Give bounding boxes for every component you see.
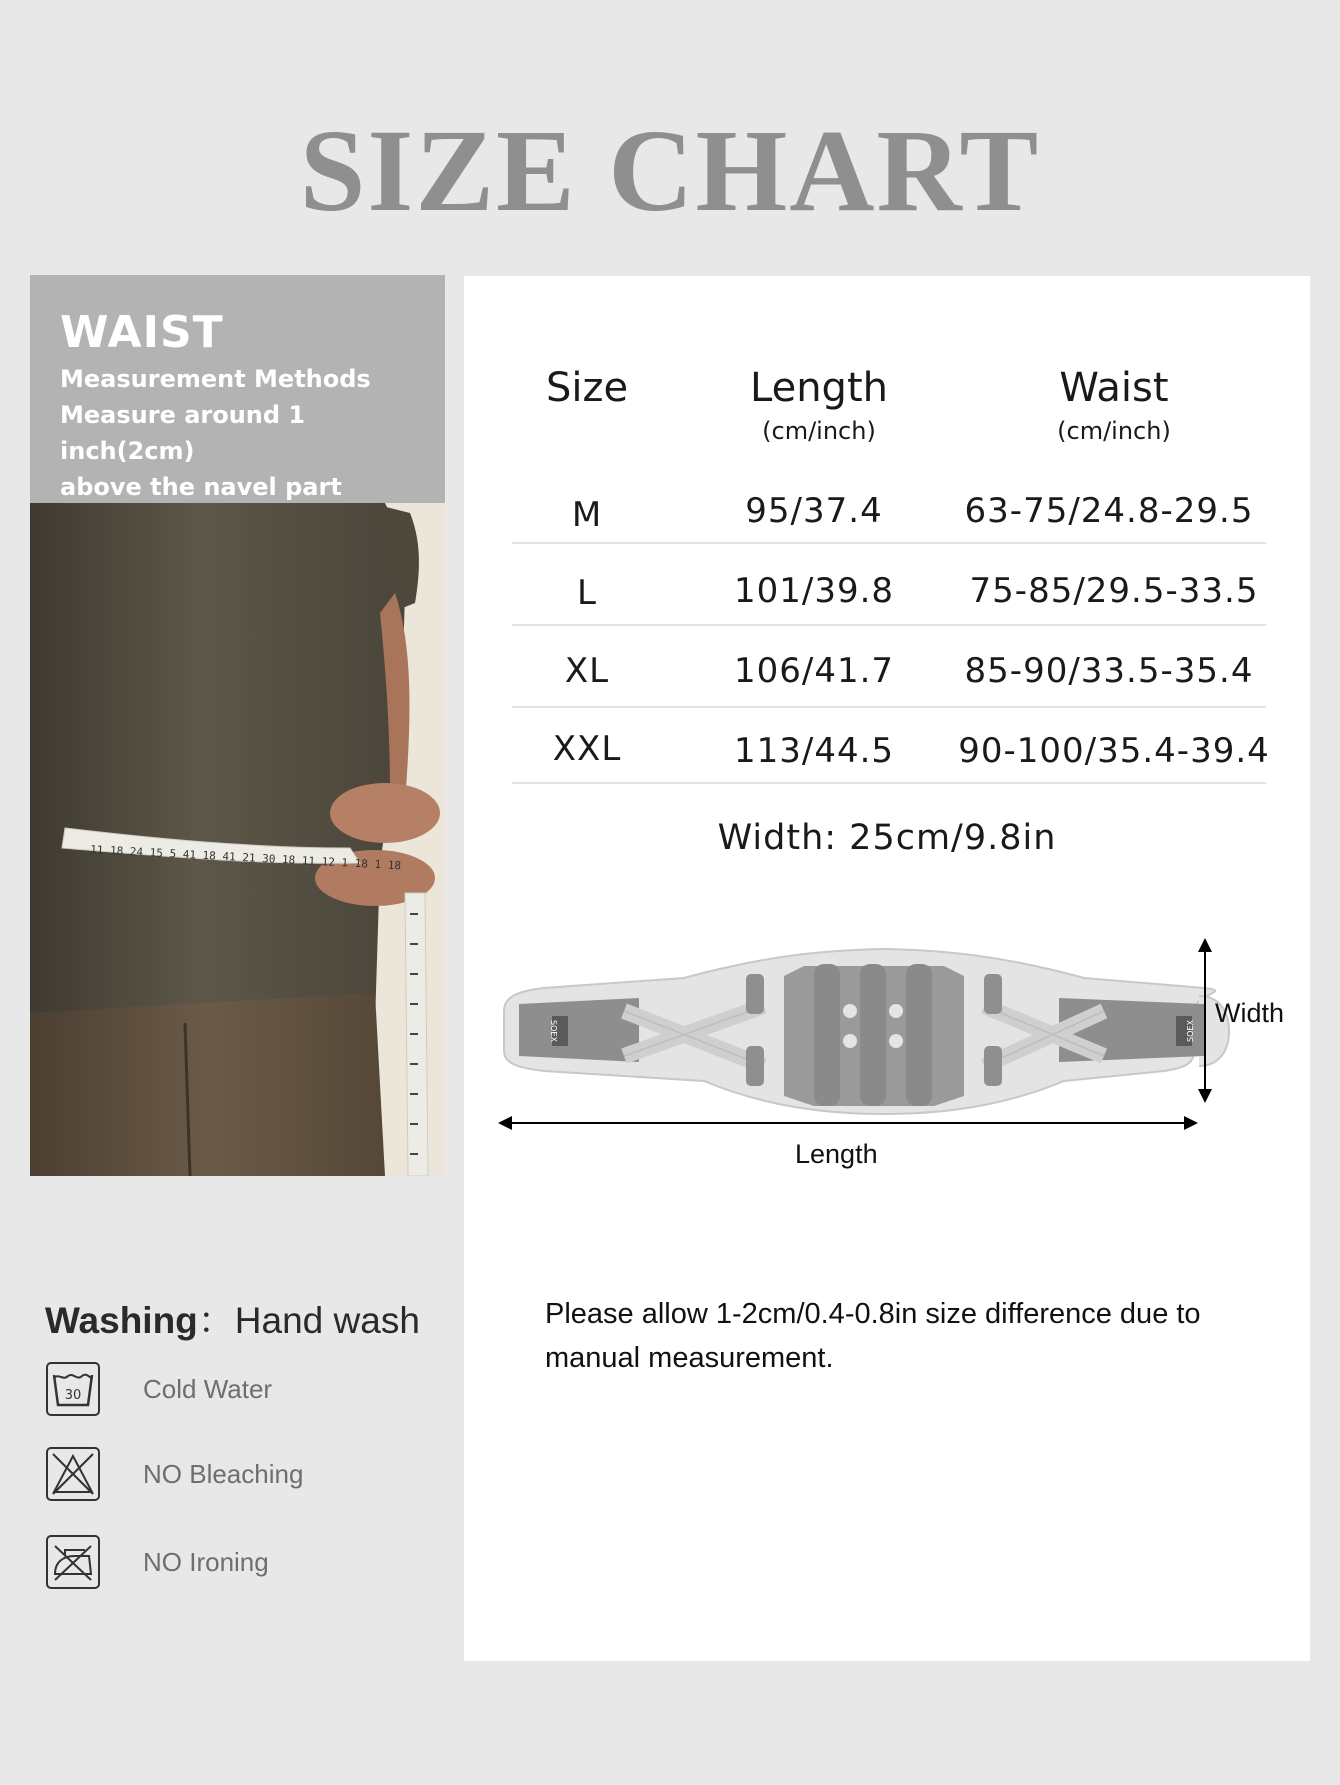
size-table-card (464, 276, 1310, 1661)
table-cell-size: XL (564, 651, 610, 691)
tape-numbers: 11 18 24 15 5 41 18 41 21 30 18 11 12 1 18 1 18 (89, 843, 402, 873)
table-cell-length: 113/44.5 (733, 731, 895, 771)
row-divider (512, 624, 1266, 626)
table-cell-waist: 90-100/35.4-39.4 (958, 731, 1270, 771)
row-divider (512, 706, 1266, 708)
header-size: Size (545, 365, 629, 411)
length-label: Length (795, 1139, 878, 1169)
wash-item-no-ironing (45, 1534, 269, 1590)
width-spec: Width: 25cm/9.8in (717, 818, 1057, 858)
header-length-unit: (cm/inch) (762, 417, 876, 445)
header-waist-unit: (cm/inch) (1057, 417, 1171, 445)
table-cell-length: 106/41.7 (733, 651, 895, 691)
width-label: Width (1215, 998, 1285, 1028)
table-cell-waist: 75-85/29.5-33.5 (969, 571, 1259, 611)
measurement-note: Please allow 1-2cm/0.4-0.8in size difference due to manual measurement. (545, 1298, 1201, 1374)
waist-line: above the navel part (60, 473, 342, 501)
row-divider (512, 542, 1266, 544)
table-cell-waist: 85-90/33.5-35.4 (964, 651, 1254, 691)
wash-item-label: NO Ironing (143, 1546, 269, 1577)
washing-separator: ： (197, 1300, 235, 1341)
waist-measure-illustration (30, 503, 445, 1176)
table-cell-waist: 63-75/24.8-29.5 (964, 491, 1254, 531)
row-divider (512, 782, 1266, 784)
table-cell-length: 101/39.8 (733, 571, 895, 611)
waist-line: Measurement Methods (60, 365, 371, 393)
washing-value: Hand wash (234, 1300, 420, 1341)
no-iron-icon (45, 1534, 101, 1590)
waist-heading: WAIST (60, 307, 224, 358)
header-waist: Waist (1059, 365, 1169, 411)
wash-item-label: NO Bleaching (143, 1458, 304, 1489)
table-cell-size: M (571, 495, 603, 535)
brand-tag: SOEX (549, 1020, 558, 1042)
wash-item-cold-water (45, 1361, 272, 1417)
header-length: Length (750, 365, 888, 411)
wash-item-label: Cold Water (143, 1373, 273, 1404)
no-bleach-icon (45, 1446, 101, 1502)
waist-line: Measure around 1 inch(2cm) (60, 401, 306, 465)
brand-tag: SOEX (1186, 1020, 1195, 1042)
wash-temp: 30 (64, 1388, 82, 1403)
wash-30-icon (45, 1361, 101, 1417)
waist-measure-photo (30, 503, 445, 1176)
wash-item-no-bleaching (45, 1446, 303, 1502)
table-cell-length: 95/37.4 (745, 491, 883, 531)
belt-diagram (464, 916, 1310, 1176)
waist-instructions (30, 275, 445, 503)
table-cell-size: XXL (552, 729, 622, 769)
washing-label: Washing (45, 1300, 198, 1341)
washing-heading (45, 1290, 420, 1344)
table-cell-size: L (577, 573, 597, 613)
page-title: SIZE CHART (299, 105, 1041, 236)
